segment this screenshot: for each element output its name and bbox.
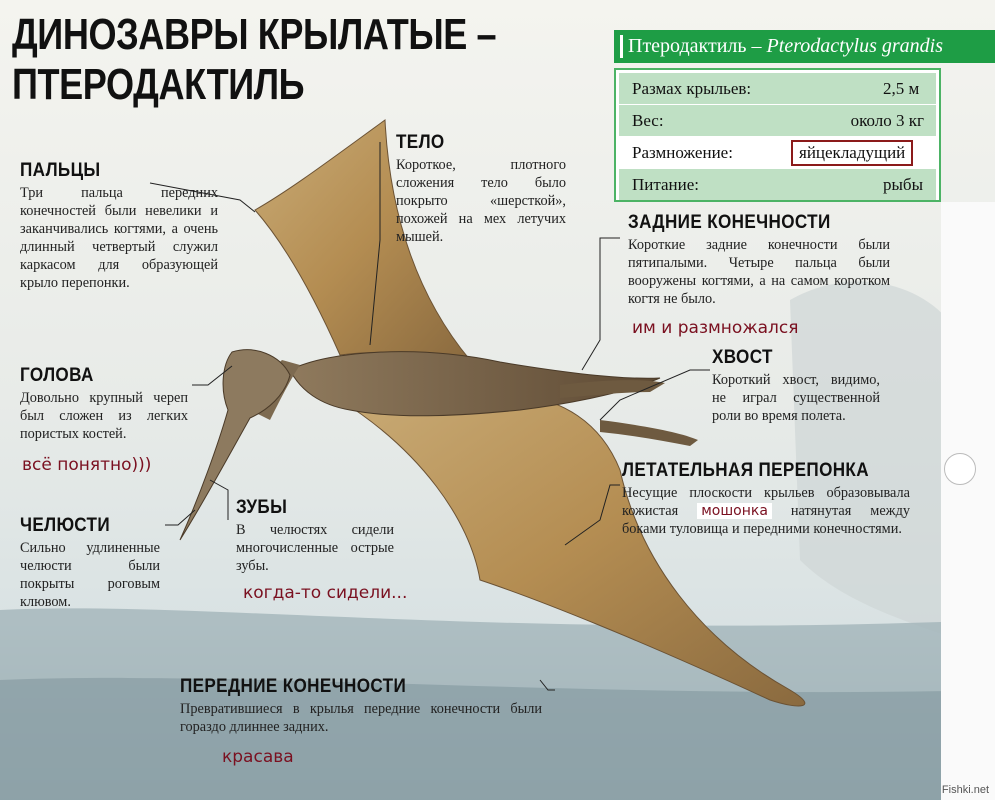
section-title: ПЕРЕДНИЕ КОНЕЧНОСТИ [180,676,407,697]
fact-label: Питание: [632,175,700,194]
section-teeth [236,497,394,575]
species-name: Птеродактиль – [628,35,767,57]
page-title-line2: ПТЕРОДАКТИЛЬ [12,60,305,109]
section-text: Превратившиеся в крылья передние конечности были гораздо длиннее задних. [180,701,542,735]
section-text: Короткий хвост, видимо, не играл существенной роли во время полета. [712,372,880,424]
section-title: ЗАДНИЕ КОНЕЧНОСТИ [628,212,831,233]
section-title: ХВОСТ [712,347,773,368]
fact-value: рыбы [883,175,923,194]
species-header [614,30,995,63]
watermark: Fishki.net [941,784,989,796]
section-text: Короткие задние конечности были пятипалыми. Четыре пальца были вооружены когтями, а на самом коротком когтя не было. [628,237,890,307]
fact-row-reproduction [619,137,936,168]
fact-row-wingspan [619,73,936,104]
section-title: ЗУБЫ [236,497,288,518]
section-jaws [20,515,160,611]
page-title [12,10,602,110]
fact-value: 2,5 м [883,79,920,98]
fact-row-weight [619,105,936,136]
section-text: Довольно крупный череп был сложен из легких пористых костей. [20,390,188,442]
section-fingers [20,160,218,292]
section-text: В челюстях сидели многочисленные острые зубы. [236,522,394,574]
facts-card [614,68,941,202]
section-text: Короткое, плотного сложения тело было покрыто «шерсткой», похожей на мех летучих мышей. [396,157,566,245]
fact-value-highlighted: яйцекладущий [791,140,913,166]
section-head [20,365,188,443]
page-title-line1: ДИНОЗАВРЫ КРЫЛАТЫЕ – [12,10,497,59]
fact-label: Вес: [632,111,664,130]
section-title: ЧЕЛЮСТИ [20,515,111,536]
fact-label: Размах крыльев: [632,79,752,98]
section-title: ТЕЛО [396,132,445,153]
section-text: Три пальца передних конечностей были невелики и заканчивались когтями, а очень длинный четвертый служил каркасом для образующей крыло перепонки. [20,185,218,291]
section-hind-limbs [628,212,890,308]
section-text [622,484,910,538]
annotation-head: всё понятно))) [22,455,152,475]
section-text: Сильно удлиненные челюсти были покрыты роговым клювом. [20,540,160,610]
annotation-teeth: когда-то сидели... [243,583,408,603]
page-edge [941,202,995,800]
fact-value: около 3 кг [850,111,924,130]
section-tail [712,347,880,425]
section-text-part: натянутая между боками туловища и передними конечностями. [622,503,910,537]
section-title: ГОЛОВА [20,365,94,386]
section-text-part: Несущие плоскости крыльев образовывала кожистая [622,485,910,519]
section-title: ЛЕТАТЕЛЬНАЯ ПЕРЕПОНКА [622,460,869,481]
annotation-forelimbs: красава [222,747,294,767]
annotation-membrane: мошонка [697,503,772,519]
annotation-hind: им и размножался [632,318,799,338]
section-forelimbs [180,676,542,736]
section-body [396,132,566,246]
binder-hole [944,453,976,485]
header-bar-icon [620,35,623,58]
section-membrane [622,460,910,538]
fact-label: Размножение: [632,143,733,162]
species-latin: Pterodactylus grandis [766,35,944,57]
fact-row-diet [619,169,936,200]
section-title: ПАЛЬЦЫ [20,160,101,181]
